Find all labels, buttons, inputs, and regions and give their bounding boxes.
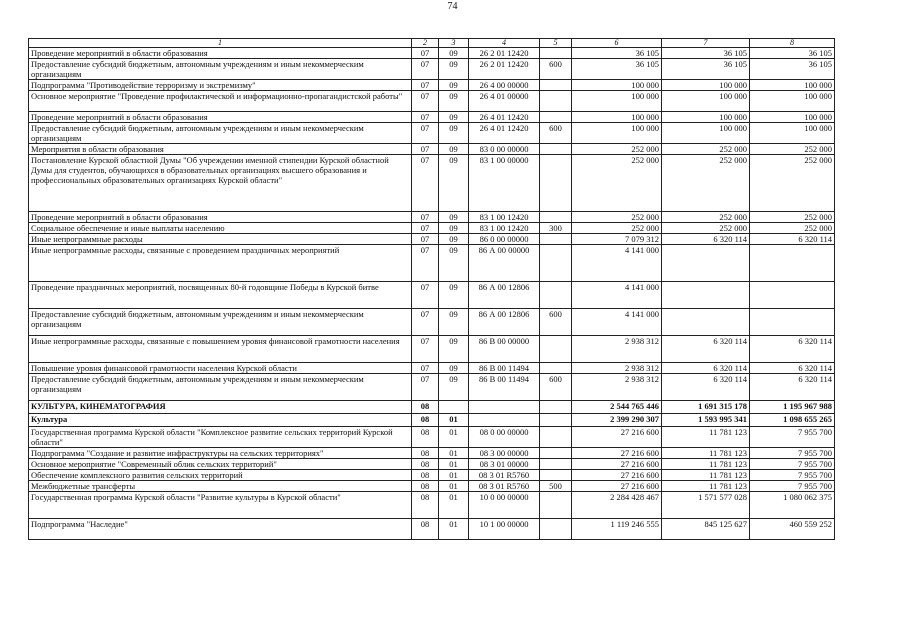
row-target-article: 86 В 00 11494	[469, 374, 540, 401]
row-section: 07	[412, 123, 439, 144]
row-expense-type: 500	[540, 481, 572, 492]
row-name: Подпрограмма "Создание и развитие инфраструктуры на сельских территориях"	[29, 448, 412, 459]
table-row	[29, 363, 835, 374]
row-value-2025: 100 000	[750, 91, 835, 112]
row-value-2024: 252 000	[662, 212, 750, 223]
row-section: 08	[412, 470, 439, 481]
row-value-2025: 7 955 700	[750, 427, 835, 448]
row-target-article: 08 3 01 R5760	[469, 481, 540, 492]
row-section: 07	[412, 112, 439, 123]
row-expense-type: 600	[540, 374, 572, 401]
row-value-2025: 6 320 114	[750, 336, 835, 363]
page-number: 74	[447, 1, 458, 12]
row-value-2023: 27 216 600	[572, 481, 662, 492]
row-expense-type	[540, 144, 572, 155]
row-name: Подпрограмма "Наследие"	[29, 519, 412, 540]
row-name: Межбюджетные трансферты	[29, 481, 412, 492]
row-expense-type	[540, 363, 572, 374]
row-expense-type	[540, 414, 572, 427]
row-value-2023: 2 938 312	[572, 374, 662, 401]
row-section: 08	[412, 414, 439, 427]
row-name: Проведение мероприятий в области образования	[29, 112, 412, 123]
row-expense-type	[540, 245, 572, 282]
row-section: 07	[412, 282, 439, 309]
row-name: Государственная программа Курской области "Комплексное развитие сельских территорий Курской области"	[29, 427, 412, 448]
row-value-2024: 100 000	[662, 80, 750, 91]
table-row	[29, 212, 835, 223]
row-value-2023: 36 105	[572, 59, 662, 80]
row-value-2024: 6 320 114	[662, 363, 750, 374]
table-row	[29, 459, 835, 470]
row-value-2024: 1 571 577 028	[662, 492, 750, 519]
row-target-article: 26 2 01 12420	[469, 59, 540, 80]
row-value-2025: 7 955 700	[750, 448, 835, 459]
row-value-2024: 1 691 315 178	[662, 401, 750, 414]
row-subsection: 01	[439, 448, 469, 459]
table-row	[29, 282, 835, 309]
row-expense-type	[540, 155, 572, 212]
header-cell: 1	[29, 39, 412, 48]
row-target-article: 86 В 00 00000	[469, 336, 540, 363]
row-value-2025: 252 000	[750, 144, 835, 155]
row-name: Проведение мероприятий в области образования	[29, 48, 412, 59]
row-expense-type	[540, 470, 572, 481]
row-name: Иные непрограммные расходы	[29, 234, 412, 245]
row-section: 07	[412, 309, 439, 336]
row-section: 07	[412, 91, 439, 112]
row-expense-type	[540, 492, 572, 519]
table-row	[29, 414, 835, 427]
row-expense-type: 300	[540, 223, 572, 234]
table-row	[29, 80, 835, 91]
row-value-2025: 6 320 114	[750, 374, 835, 401]
row-value-2024: 11 781 123	[662, 470, 750, 481]
row-value-2025: 460 559 252	[750, 519, 835, 540]
row-value-2025: 36 105	[750, 48, 835, 59]
header-cell: 5	[540, 39, 572, 48]
row-expense-type: 600	[540, 123, 572, 144]
table-row	[29, 481, 835, 492]
row-section: 07	[412, 48, 439, 59]
row-subsection: 09	[439, 144, 469, 155]
row-section: 08	[412, 492, 439, 519]
row-value-2024	[662, 245, 750, 282]
table-row	[29, 48, 835, 59]
table-row	[29, 309, 835, 336]
row-value-2025	[750, 245, 835, 282]
row-value-2023: 4 141 000	[572, 282, 662, 309]
row-section: 08	[412, 481, 439, 492]
row-expense-type	[540, 91, 572, 112]
row-expense-type	[540, 282, 572, 309]
row-subsection: 09	[439, 245, 469, 282]
row-value-2025: 100 000	[750, 123, 835, 144]
row-name: Повышение уровня финансовой грамотности населения Курской области	[29, 363, 412, 374]
header-row	[29, 39, 835, 48]
row-name: Предоставление субсидий бюджетным, автономным учреждениям и иным некоммерческим организациям	[29, 59, 412, 80]
row-name: Предоставление субсидий бюджетным, автономным учреждениям и иным некоммерческим организациям	[29, 123, 412, 144]
row-value-2023: 27 216 600	[572, 459, 662, 470]
row-value-2023: 27 216 600	[572, 448, 662, 459]
row-subsection: 09	[439, 309, 469, 336]
row-name: Обеспечение комплексного развития сельских территорий	[29, 470, 412, 481]
table-row	[29, 123, 835, 144]
row-name: КУЛЬТУРА, КИНЕМАТОГРАФИЯ	[29, 401, 412, 414]
row-subsection: 09	[439, 59, 469, 80]
table-row	[29, 336, 835, 363]
row-value-2023: 252 000	[572, 223, 662, 234]
row-value-2025	[750, 282, 835, 309]
row-subsection	[439, 401, 469, 414]
row-section: 07	[412, 234, 439, 245]
row-name: Проведение мероприятий в области образования	[29, 212, 412, 223]
row-subsection: 01	[439, 427, 469, 448]
row-target-article: 83 1 00 00000	[469, 155, 540, 212]
row-expense-type	[540, 427, 572, 448]
row-target-article: 26 2 01 12420	[469, 48, 540, 59]
row-subsection: 01	[439, 470, 469, 481]
row-expense-type	[540, 401, 572, 414]
row-value-2023: 7 079 312	[572, 234, 662, 245]
table-row	[29, 401, 835, 414]
row-value-2023: 2 938 312	[572, 363, 662, 374]
row-target-article: 10 1 00 00000	[469, 519, 540, 540]
row-target-article: 86 В 00 11494	[469, 363, 540, 374]
row-name: Государственная программа Курской области "Развитие культуры в Курской области"	[29, 492, 412, 519]
row-target-article	[469, 414, 540, 427]
row-value-2025: 6 320 114	[750, 363, 835, 374]
row-value-2025: 6 320 114	[750, 234, 835, 245]
row-expense-type	[540, 459, 572, 470]
table-row	[29, 112, 835, 123]
row-name: Культура	[29, 414, 412, 427]
row-section: 08	[412, 519, 439, 540]
row-value-2023: 100 000	[572, 80, 662, 91]
row-name: Проведение праздничных мероприятий, посвященных 80-й годовщине Победы в Курской битве	[29, 282, 412, 309]
row-value-2025: 252 000	[750, 212, 835, 223]
row-value-2024	[662, 309, 750, 336]
row-value-2023: 252 000	[572, 212, 662, 223]
row-target-article: 08 3 01 00000	[469, 459, 540, 470]
row-target-article: 83 1 00 12420	[469, 212, 540, 223]
table-row	[29, 155, 835, 212]
row-name: Основное мероприятие "Проведение профилактической и информационно-пропагандистской работы"	[29, 91, 412, 112]
row-target-article: 83 0 00 00000	[469, 144, 540, 155]
table-row	[29, 374, 835, 401]
row-value-2023: 2 544 765 446	[572, 401, 662, 414]
row-value-2024: 11 781 123	[662, 481, 750, 492]
table-row	[29, 245, 835, 282]
row-value-2023: 1 119 246 555	[572, 519, 662, 540]
row-section: 07	[412, 212, 439, 223]
row-subsection: 09	[439, 48, 469, 59]
row-value-2023: 252 000	[572, 144, 662, 155]
row-section: 07	[412, 363, 439, 374]
table-row	[29, 91, 835, 112]
row-expense-type	[540, 448, 572, 459]
row-value-2024: 6 320 114	[662, 374, 750, 401]
row-subsection: 01	[439, 414, 469, 427]
row-value-2024: 6 320 114	[662, 234, 750, 245]
row-target-article: 26 4 01 12420	[469, 112, 540, 123]
row-target-article: 08 0 00 00000	[469, 427, 540, 448]
row-name: Мероприятия в области образования	[29, 144, 412, 155]
row-section: 07	[412, 155, 439, 212]
header-cell: 7	[662, 39, 750, 48]
table-row	[29, 519, 835, 540]
row-section: 08	[412, 427, 439, 448]
row-expense-type	[540, 80, 572, 91]
row-value-2023: 2 399 290 307	[572, 414, 662, 427]
row-value-2025: 100 000	[750, 112, 835, 123]
row-target-article: 86 А 00 12806	[469, 282, 540, 309]
row-target-article: 26 4 01 12420	[469, 123, 540, 144]
header-cell: 4	[469, 39, 540, 48]
row-target-article: 86 А 00 12806	[469, 309, 540, 336]
row-value-2023: 252 000	[572, 155, 662, 212]
row-value-2023: 100 000	[572, 91, 662, 112]
row-target-article	[469, 401, 540, 414]
row-value-2024	[662, 282, 750, 309]
row-value-2024: 100 000	[662, 123, 750, 144]
row-value-2025: 7 955 700	[750, 459, 835, 470]
row-section: 07	[412, 245, 439, 282]
row-value-2025: 1 098 655 265	[750, 414, 835, 427]
row-value-2024: 1 593 995 341	[662, 414, 750, 427]
row-value-2025: 252 000	[750, 223, 835, 234]
row-name: Социальное обеспечение и иные выплаты населению	[29, 223, 412, 234]
row-section: 08	[412, 459, 439, 470]
row-value-2023: 2 284 428 467	[572, 492, 662, 519]
row-name: Основное мероприятие "Современный облик сельских территорий"	[29, 459, 412, 470]
row-target-article: 83 1 00 12420	[469, 223, 540, 234]
row-subsection: 09	[439, 80, 469, 91]
row-name: Постановление Курской областной Думы "Об учреждении именной стипендии Курской областной Думы для студентов, обучающихся в образовательных организациях высшего образования и профессиональных образовательных организациях Курской области"	[29, 155, 412, 212]
row-subsection: 09	[439, 363, 469, 374]
row-expense-type	[540, 519, 572, 540]
row-expense-type	[540, 336, 572, 363]
row-value-2023: 27 216 600	[572, 427, 662, 448]
row-value-2024: 36 105	[662, 48, 750, 59]
row-subsection: 09	[439, 112, 469, 123]
row-subsection: 09	[439, 123, 469, 144]
row-value-2024: 100 000	[662, 91, 750, 112]
row-value-2024: 11 781 123	[662, 448, 750, 459]
row-section: 07	[412, 374, 439, 401]
row-name: Иные непрограммные расходы, связанные с повышением уровня финансовой грамотности населения	[29, 336, 412, 363]
row-value-2024: 252 000	[662, 155, 750, 212]
table-row	[29, 59, 835, 80]
row-subsection: 09	[439, 282, 469, 309]
row-name: Предоставление субсидий бюджетным, автономным учреждениям и иным некоммерческим организациям	[29, 309, 412, 336]
row-expense-type	[540, 234, 572, 245]
row-target-article: 86 0 00 00000	[469, 234, 540, 245]
row-value-2024: 36 105	[662, 59, 750, 80]
row-value-2025: 7 955 700	[750, 470, 835, 481]
row-value-2024: 11 781 123	[662, 459, 750, 470]
row-value-2024: 6 320 114	[662, 336, 750, 363]
row-value-2025: 1 195 967 988	[750, 401, 835, 414]
row-section: 07	[412, 336, 439, 363]
row-value-2023: 100 000	[572, 112, 662, 123]
row-section: 08	[412, 401, 439, 414]
row-expense-type: 600	[540, 309, 572, 336]
row-value-2023: 2 938 312	[572, 336, 662, 363]
row-value-2024: 100 000	[662, 112, 750, 123]
row-subsection: 09	[439, 374, 469, 401]
row-subsection: 09	[439, 336, 469, 363]
row-subsection: 09	[439, 155, 469, 212]
row-subsection: 09	[439, 91, 469, 112]
table-row	[29, 470, 835, 481]
row-subsection: 01	[439, 492, 469, 519]
row-value-2025: 1 080 062 375	[750, 492, 835, 519]
row-name: Предоставление субсидий бюджетным, автономным учреждениям и иным некоммерческим организациям	[29, 374, 412, 401]
row-value-2023: 27 216 600	[572, 470, 662, 481]
row-value-2024: 252 000	[662, 144, 750, 155]
row-subsection: 01	[439, 481, 469, 492]
row-expense-type	[540, 112, 572, 123]
row-value-2025: 100 000	[750, 80, 835, 91]
table-row	[29, 492, 835, 519]
row-section: 07	[412, 144, 439, 155]
row-value-2023: 4 141 000	[572, 309, 662, 336]
row-section: 07	[412, 80, 439, 91]
row-expense-type	[540, 212, 572, 223]
row-target-article: 86 А 00 00000	[469, 245, 540, 282]
row-target-article: 26 4 00 00000	[469, 80, 540, 91]
row-target-article: 08 3 01 R5760	[469, 470, 540, 481]
row-value-2025	[750, 309, 835, 336]
header-cell: 8	[750, 39, 835, 48]
row-subsection: 09	[439, 212, 469, 223]
row-value-2023: 36 105	[572, 48, 662, 59]
row-subsection: 01	[439, 519, 469, 540]
row-value-2025: 252 000	[750, 155, 835, 212]
row-subsection: 09	[439, 223, 469, 234]
row-target-article: 10 0 00 00000	[469, 492, 540, 519]
row-subsection: 09	[439, 234, 469, 245]
row-value-2025: 7 955 700	[750, 481, 835, 492]
row-section: 07	[412, 223, 439, 234]
row-value-2025: 36 105	[750, 59, 835, 80]
row-value-2023: 4 141 000	[572, 245, 662, 282]
row-name: Иные непрограммные расходы, связанные с проведением праздничных мероприятий	[29, 245, 412, 282]
row-name: Подпрограмма "Противодействие терроризму и экстремизму"	[29, 80, 412, 91]
row-section: 08	[412, 448, 439, 459]
header-cell: 2	[412, 39, 439, 48]
row-value-2023: 100 000	[572, 123, 662, 144]
row-target-article: 26 4 01 00000	[469, 91, 540, 112]
table-row	[29, 427, 835, 448]
row-expense-type: 600	[540, 59, 572, 80]
row-value-2024: 845 125 627	[662, 519, 750, 540]
table-row	[29, 234, 835, 245]
row-value-2024: 11 781 123	[662, 427, 750, 448]
budget-table	[28, 38, 835, 540]
row-target-article: 08 3 00 00000	[469, 448, 540, 459]
row-expense-type	[540, 48, 572, 59]
table-row	[29, 223, 835, 234]
row-section: 07	[412, 59, 439, 80]
table-row	[29, 448, 835, 459]
table-row	[29, 144, 835, 155]
header-cell: 6	[572, 39, 662, 48]
header-cell: 3	[439, 39, 469, 48]
row-value-2024: 252 000	[662, 223, 750, 234]
row-subsection: 01	[439, 459, 469, 470]
